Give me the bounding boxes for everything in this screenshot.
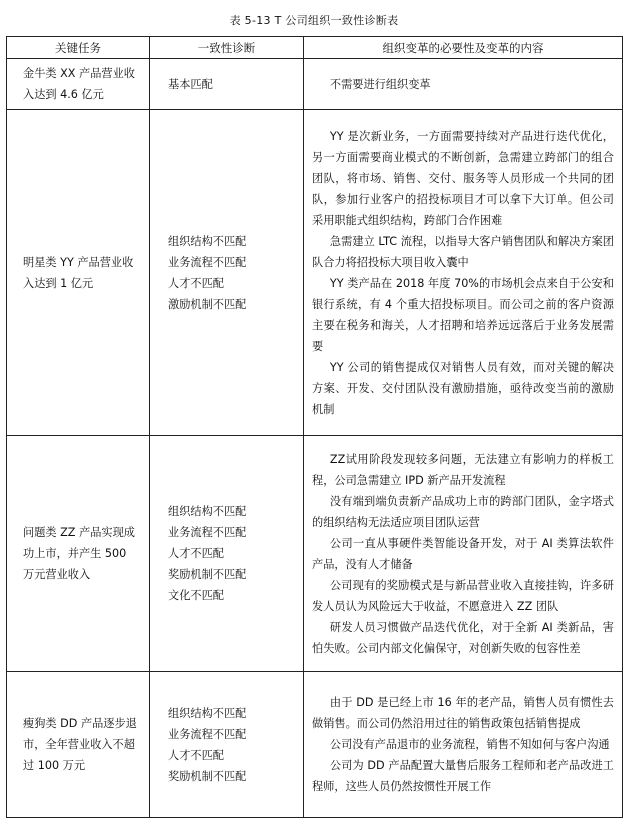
header-key-task: 关键任务 [7,37,150,59]
diagnosis-item: 文化不匹配 [168,589,224,602]
header-row [7,37,623,59]
content-paragraph: 公司没有产品退市的业务流程，销售不知如何与客户沟通 [329,738,610,751]
diagnosis-cell [150,59,304,110]
content-paragraph: 公司为 DD 产品配置大量售后服务工程师和老产品改进工程师，这些人员仍然按惯性开展工作 [312,759,614,793]
diagnosis-item: 奖励机制不匹配 [168,769,247,783]
diagnosis-cell [150,672,304,818]
table-row [7,59,623,110]
content-paragraph: ZZ试用阶段发现较多问题，无法建立有影响力的样板工程，公司急需建立 IPD 新产品开发流程 [312,452,614,487]
task-cell: 瘦狗类 DD 产品逐步退市，全年营业收入不超过 100 万元 [7,672,150,818]
table-row [7,436,623,672]
diagnosis-item: 组织结构不匹配 [168,234,247,248]
header-content: 组织变革的必要性及变革的内容 [304,37,623,59]
content-paragraph: YY 是次新业务，一方面需要持续对产品进行迭代优化，另一方面需要商业模式的不断创新，急需建立跨部门的组合团队，将市场、销售、交付、服务等人员形成一个共同的团队，参加行业客户的招投标项目才可以拿下大订单。但公司采用职能式组织结构，跨部门合作困难 [312,129,614,227]
diagnosis-item: 组织结构不匹配 [168,706,247,720]
task-cell: 问题类 ZZ 产品实现成功上市，并产生 500 万元营业收入 [7,436,150,672]
diagnosis-cell [150,436,304,672]
diagnosis-item: 人才不匹配 [168,547,224,560]
content-paragraph: YY 公司的销售提成仅对销售人员有效，而对关键的解决方案、开发、交付团队没有激励措施，亟待改变当前的激励机制 [312,360,614,416]
diagnosis-item: 人才不匹配 [168,748,224,762]
diagnosis-cell [150,110,304,436]
diagnosis-item: 组织结构不匹配 [168,505,247,518]
diagnosis-item: 业务流程不匹配 [168,727,247,741]
content-cell [304,672,623,818]
content-cell [304,436,623,672]
diagnosis-item: 业务流程不匹配 [168,255,247,269]
diagnosis-item: 业务流程不匹配 [168,526,247,539]
table-row [7,672,623,818]
content-paragraph: 公司现有的奖励模式是与新品营业收入直接挂钩，许多研发人员认为风险远大于收益，不愿意进入 ZZ 团队 [312,578,614,613]
task-cell: 明星类 YY 产品营业收入达到 1 亿元 [7,110,150,436]
content-paragraph: 没有端到端负责新产品成功上市的跨部门团队，金字塔式的组织结构无法适应项目团队运营 [312,494,614,529]
diagnosis-item: 激励机制不匹配 [168,297,247,311]
table-row [7,110,623,436]
diagnosis-table [6,36,623,818]
content-paragraph: 不需要进行组织变革 [329,77,431,91]
diagnosis-item: 人才不匹配 [168,276,224,290]
content-cell [304,59,623,110]
diagnosis-item: 奖励机制不匹配 [168,568,247,581]
header-diagnosis: 一致性诊断 [150,37,304,59]
content-paragraph: 公司一直从事硬件类智能设备开发，对于 AI 类算法软件产品，没有人才储备 [312,536,614,571]
content-paragraph: 由于 DD 是已经上市 16 年的老产品，销售人员有惯性去做销售。而公司仍然沿用过往的销售政策包括销售提成 [312,696,614,730]
table-title: 表 5-13 T 公司组织一致性诊断表 [229,14,399,27]
content-paragraph: 研发人员习惯做产品迭代优化，对于全新 AI 类新品，害怕失败。公司内部文化偏保守，对创新失败的包容性差 [312,620,614,655]
content-paragraph: YY 类产品在 2018 年度 70%的市场机会点来自于公安和银行系统，有 4 个重大招投标项目。而公司之前的客户资源主要在税务和海关，人才招聘和培养远远落后于业务发展需要 [312,276,614,353]
diagnosis-item: 基本匹配 [168,77,213,91]
task-cell: 金牛类 XX 产品营业收入达到 4.6 亿元 [7,59,150,110]
content-cell [304,110,623,436]
content-paragraph: 急需建立 LTC 流程，以指导大客户销售团队和解决方案团队合力将招投标大项目收入囊中 [312,234,614,269]
